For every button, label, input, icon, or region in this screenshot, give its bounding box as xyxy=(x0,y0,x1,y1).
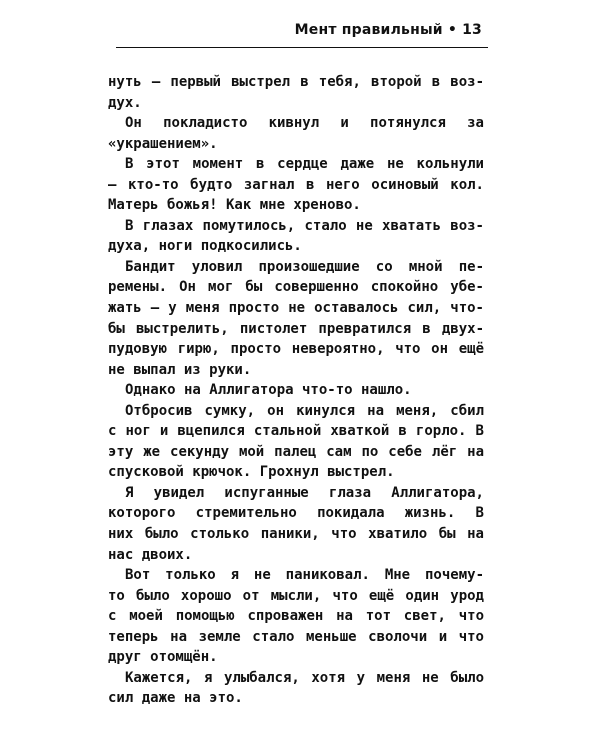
text-line: «украшением». xyxy=(108,135,218,152)
text-line: них было столько паники, что хватило бы на xyxy=(108,526,484,543)
text-line: В этот момент в сердце даже не кольнули xyxy=(125,156,484,173)
text-line: с ног и вцепился стальной хваткой в горло. В xyxy=(108,423,484,440)
text-line: В глазах помутилось, стало не хватать воз- xyxy=(125,217,484,234)
paragraph xyxy=(108,380,484,401)
text-line: то было хорошо от мысли, что ещё один урод xyxy=(108,587,484,604)
text-line: нуть — первый выстрел в тебя, второй в воз- xyxy=(108,74,484,90)
paragraph xyxy=(108,401,484,483)
text-line: не выпал из руки. xyxy=(108,361,252,378)
text-line: Матерь божья! Как мне хреново. xyxy=(108,197,361,214)
text-line: пудовую гирю, просто невероятно, что он ещё xyxy=(108,341,484,358)
paragraph xyxy=(108,72,484,113)
text-line: духа, ноги подкосились. xyxy=(108,238,302,255)
text-line: дух. xyxy=(108,94,142,111)
body-text xyxy=(108,72,484,709)
text-line: жать — у меня просто не оставалось сил, что- xyxy=(108,300,484,317)
text-line: друг отомщён. xyxy=(108,649,218,666)
paragraph xyxy=(108,257,484,380)
text-line: нас двоих. xyxy=(108,546,193,563)
paragraph xyxy=(108,565,484,668)
text-line: Вот только я не паниковал. Мне почему- xyxy=(125,567,484,584)
text-line: которого стремительно покидала жизнь. В xyxy=(108,505,484,522)
header-rule xyxy=(116,47,488,48)
running-header: Мент правильный • 13 xyxy=(294,22,482,38)
text-line: с моей помощью спроважен на тот свет, что xyxy=(108,608,484,625)
text-line: — кто-то будто загнал в него осиновый кол. xyxy=(108,176,484,193)
text-line: Бандит уловил произошедшие со мной пе- xyxy=(125,258,484,275)
text-line: Он покладисто кивнул и потянулся за xyxy=(125,115,484,132)
text-line: Однако на Аллигатора что-то нашло. xyxy=(125,382,412,399)
paragraph xyxy=(108,483,484,565)
text-line: Кажется, я улыбался, хотя у меня не было xyxy=(125,669,484,686)
text-line: ремены. Он мог бы совершенно спокойно убе- xyxy=(108,279,484,296)
text-line: бы выстрелить, пистолет превратился в двух- xyxy=(108,320,484,337)
text-line: теперь на земле стало меньше сволочи и что xyxy=(108,628,484,645)
text-line: Я увидел испуганные глаза Аллигатора, xyxy=(125,484,484,501)
text-line: сил даже на это. xyxy=(108,690,243,707)
text-line: эту же секунду мой палец сам по себе лёг на xyxy=(108,443,484,460)
text-line: спусковой крючок. Грохнул выстрел. xyxy=(108,464,395,481)
paragraph xyxy=(108,668,484,709)
paragraph xyxy=(108,216,484,257)
text-line: Отбросив сумку, он кинулся на меня, сбил xyxy=(125,402,484,419)
paragraph xyxy=(108,154,484,216)
paragraph xyxy=(108,113,484,154)
